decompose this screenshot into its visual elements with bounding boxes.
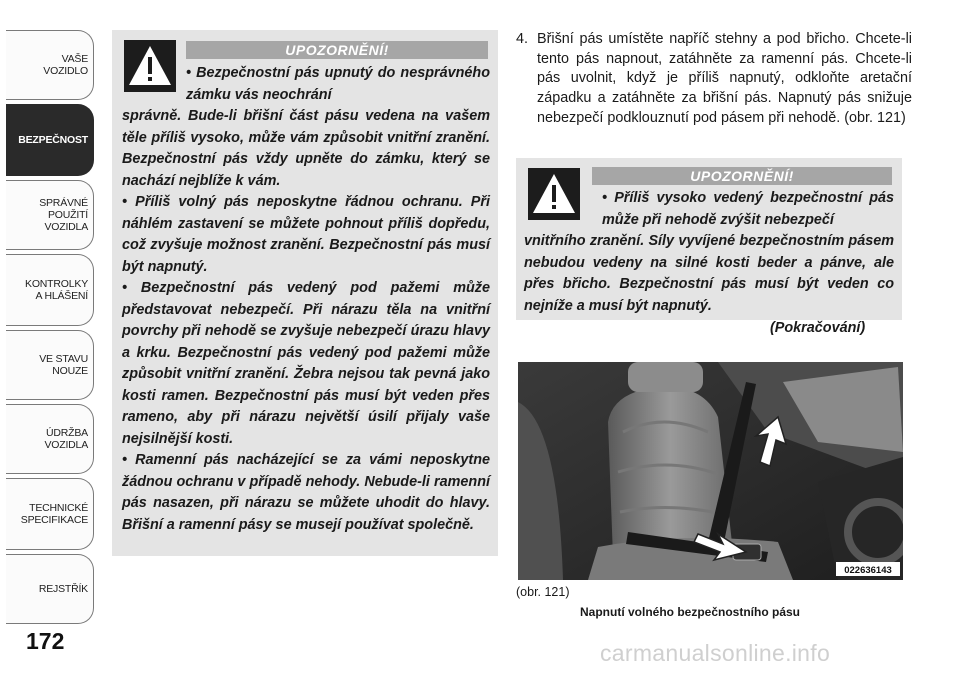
warning-text [524, 188, 894, 317]
tab-label: VE STAVU NOUZE [39, 353, 88, 377]
tab-label: KONTROLKY A HLÁŠENÍ [25, 278, 88, 302]
watermark: carmanualsonline.info [600, 640, 831, 666]
tab-label: VAŠE VOZIDLO [43, 53, 88, 77]
tab-kontrolky[interactable] [6, 254, 94, 326]
warning-item: • Ramenní pás nacházející se za vámi neposkytne žádnou ochranu v případě nehody. Nebude-li ramenní pás nasazen, při nárazu se můžete uhodit do hlavy. Břišní a ramenní pásy se musejí používat společně. [122, 452, 490, 533]
tab-bezpecnost[interactable] [6, 104, 94, 176]
tab-label: REJSTŘÍK [38, 583, 88, 595]
continued-label: (Pokračování) [770, 320, 866, 336]
figure-ref: (obr. 121) [516, 585, 570, 599]
warning-title: UPOZORNĚNÍ! [592, 167, 892, 185]
warning-box-right [516, 158, 902, 320]
seatbelt-photo [518, 362, 903, 580]
step-number: 4. [516, 31, 529, 47]
tab-label: SPRÁVNÉ POUŽITÍ VOZIDLA [39, 197, 88, 233]
warning-item: • Příliš volný pás neposkytne řádnou ochranu. Při náhlém zastavení se můžete pohnout příliš dopředu, což zvyšuje možnost zranění. Bezpečnostní pás musí být napnutý. [122, 194, 490, 275]
warning-text [122, 63, 490, 536]
warning-title: UPOZORNĚNÍ! [186, 41, 488, 59]
warning-item-rest: vnitřního zranění. Síly vyvíjené bezpečnostním pásem nebudou vedeny na silné kosti beder a pánve, ale přes břicho. Bezpečnostní pás musí být veden co nejníže a musí být napnutý. [524, 233, 894, 314]
figure-code: 0226361​43 [844, 565, 892, 576]
tab-label: TECHNICKÉ SPECIFIKACE [20, 502, 88, 526]
tab-spravne-pouziti[interactable] [6, 180, 94, 250]
page-number: 172 [26, 628, 65, 654]
warning-item-lead: • Bezpečnostní pás upnutý do nesprávného zámku vás neochrání [186, 65, 490, 103]
tab-label: ÚDRŽBA VOZIDLA [44, 427, 88, 451]
step-4 [516, 30, 912, 129]
tab-technicke-specifikace[interactable] [6, 478, 94, 550]
tab-vase-vozidlo[interactable] [6, 30, 94, 100]
warning-item-lead: • Příliš vysoko vedený bezpečnostní pás může při nehodě zvýšit nebezpečí [602, 190, 894, 228]
warning-box-left [112, 30, 498, 556]
warning-item: • Bezpečnostní pás vedený pod pažemi může představovat nebezpečí. Při nárazu těla na vnitřní povrchy při nehodě se zvyšuje nebezpečí úrazu hlavy a krku. Bezpečnostní pás vedený pod pažemi může způsobit vnitřní zranění. Žebra nejsou tak pevná jako kosti ramen. Bezpečnostní pás musí být veden přes rameno, aby při nárazu největší úsilí přijaly vaše nejsilnější kosti. [122, 280, 490, 447]
tab-label: BEZPEČNOST [18, 134, 88, 146]
step-text: Břišní pás umístěte napříč stehny a pod břicho. Chcete-li tento pás napnout, zatáhněte za ramenní pás. Chcete-li pás uvolnit, když je příliš napnutý, odkloňte aretační západku a zatáhněte za břišní pás. Napnutý pás snižuje nebezpečí podklouznutí pod pásem při nehodě. (obr. 121) [537, 31, 912, 126]
tab-rejstrik[interactable] [6, 554, 94, 624]
tab-udrzba[interactable] [6, 404, 94, 474]
tab-ve-stavu-nouze[interactable] [6, 330, 94, 400]
warning-item-rest: správně. Bude-li břišní část pásu vedena na vašem těle příliš vysoko, může vám způsobit vnitřní zranění. Bezpečnostní pás vždy upněte do zámku, který se nachází nejblíže k vám. [122, 108, 490, 189]
figure-caption: Napnutí volného bezpečnostního pásu [580, 605, 801, 619]
